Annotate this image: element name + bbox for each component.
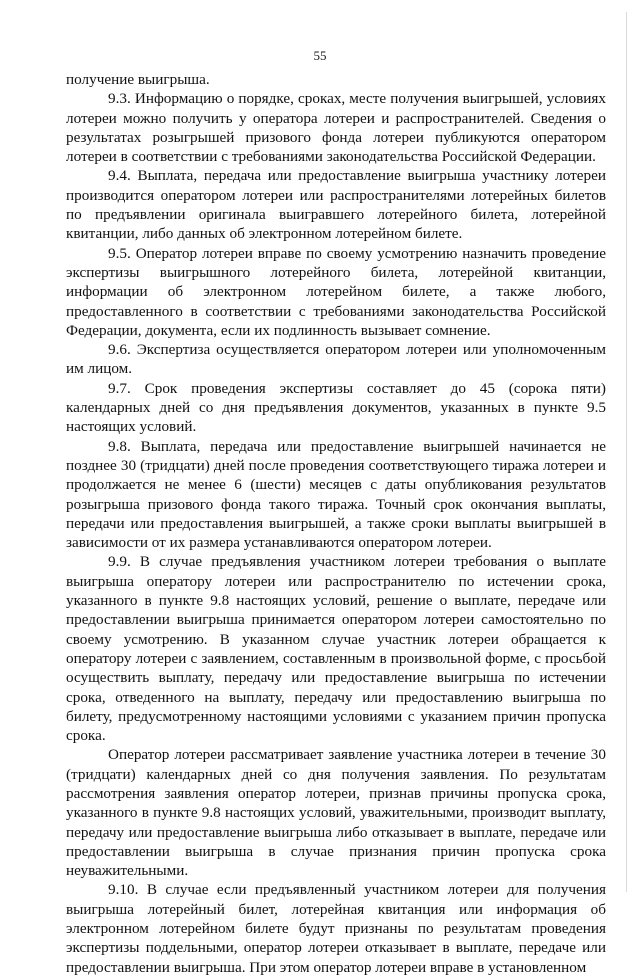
page-number: 55 bbox=[313, 48, 327, 63]
paragraph-9-6: 9.6. Экспертиза осуществляется оператором лотереи или уполномоченным им лицом. bbox=[66, 341, 606, 378]
paragraph-9-10: 9.10. В случае если предъявленный участником лотереи для получения выигрыша лотерейный билет, лотерейная квитанция или информация об электронном лотерейном билете будут признаны по результатам проведения экспертизы поддельными, оператор лотереи отказывает в выплате, передаче или предоставлении выигрыша. При этом оператор лотереи вправе в установленном bbox=[66, 881, 606, 976]
paragraph-9-4: 9.4. Выплата, передача или предоставление выигрыша участнику лотереи производится оператором лотереи или распространителями лотерейных билетов по предъявлении оригинала выигравшего лотерейного билета, лотерейной квитанции, либо данных об электронном лотерейном билете. bbox=[66, 167, 606, 243]
document-body bbox=[66, 70, 606, 977]
paragraph-9-5: 9.5. Оператор лотереи вправе по своему усмотрению назначить проведение экспертизы выигрышного лотерейного билета, лотерейной квитанции, информации об электронном лотерейном билете, а также любого, предоставленного в соответствии с требованиями законодательства Российской Федерации, документа, если их подлинность вызывает сомнение. bbox=[66, 244, 606, 339]
paragraph-9-9: 9.9. В случае предъявления участником лотереи требования о выплате выигрыша оператору лотереи или распространителю по истечении срока, указанного в пункте 9.8 настоящих условий, решение о выплате, передаче или предоставлении выигрыша принимается оператором лотереи самостоятельно по своему усмотрению. В указанном случае участник лотереи обращается к оператору лотереи с заявлением, составленным в произвольной форме, с просьбой осуществить выплату, передачу или предоставление выигрыша по истечении срока, отведенного на выплату, передачу или предоставлению выигрыша по билету, предусмотренному настоящими условиями с указанием причин пропуска срока. bbox=[66, 553, 606, 745]
paragraph-9-9-review: Оператор лотереи рассматривает заявление участника лотереи в течение 30 (тридцати) календарных дней со дня получения заявления. По результатам рассмотрения заявления оператор лотереи, признав причины пропуска срока, указанного в пункте 9.8 настоящих условий, уважительными, производит выплату, передачу или предоставление выигрыша либо отказывает в выплате, передаче или предоставлении выигрыша в случае признания причин пропуска срока неуважительными. bbox=[66, 746, 606, 880]
paragraph-continuation: получение выигрыша. bbox=[66, 71, 210, 88]
paragraph-9-3: 9.3. Информацию о порядке, сроках, месте получения выигрышей, условиях лотереи можно получить у оператора лотереи и распространителей. Сведения о результатах розыгрышей призового фонда лотереи публикуются оператором лотереи в соответствии с требованиями законодательства Российской Федерации. bbox=[66, 90, 606, 166]
paragraph-9-8: 9.8. Выплата, передача или предоставление выигрышей начинается не позднее 30 (тридцати) дней после проведения соответствующего тиража лотереи и продолжается не менее 6 (шести) месяцев с даты опубликования результатов розыгрыша призового фонда такого тиража. Точный срок окончания выплаты, передачи или предоставления выигрышей, а также сроки выплаты выигрышей в зависимости от их размера устанавливаются оператором лотереи. bbox=[66, 437, 606, 552]
scan-edge-line bbox=[626, 12, 627, 892]
paragraph-9-7: 9.7. Срок проведения экспертизы составляет до 45 (сорока пяти) календарных дней со дня предъявления документов, указанных в пункте 9.5 настоящих условий. bbox=[66, 379, 606, 436]
